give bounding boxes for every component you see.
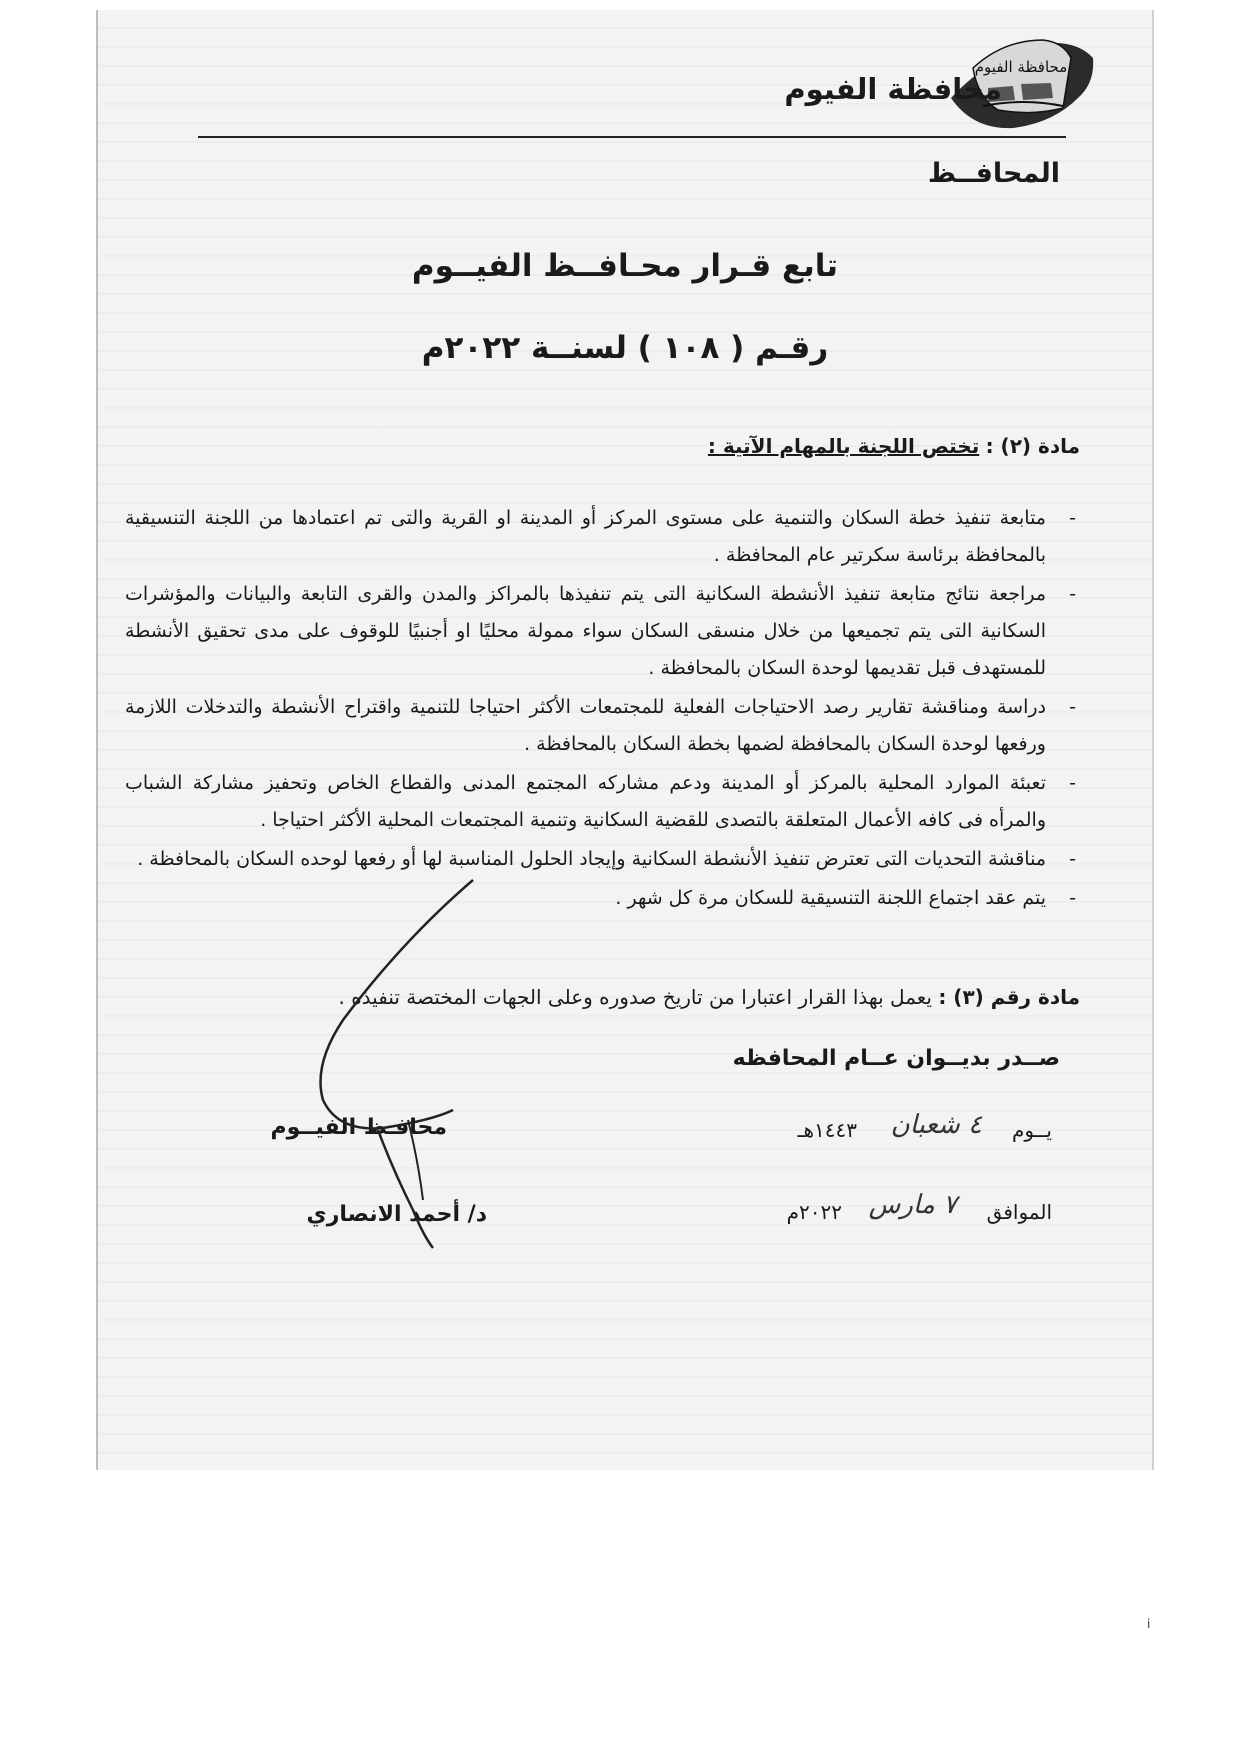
list-item: - تعبئة الموارد المحلية بالمركز أو المدينة ودعم مشاركه المجتمع المدنى والقطاع الخاص وتحفيز مشاركة الشباب والمرأه فى كافه الأعمال المتعلقة بالتصدى للقضية السكانية وتنمية المجتمعات المحلية الأكثر احتياجا . — [125, 765, 1080, 839]
article-3-label: مادة رقم (٣) : — [938, 985, 1080, 1009]
article-2-label: مادة (٢) : — [985, 434, 1080, 458]
office-title: المحافــظ — [927, 158, 1060, 189]
governorate-name: محافظة الفيوم — [784, 72, 1002, 106]
list-item: - مناقشة التحديات التى تعترض تنفيذ الأنشطة السكانية وإيجاد الحلول المناسبة لها أو رفعها لوحده السكان بالمحافظة . — [125, 841, 1080, 878]
hijri-date-label: يــوم — [1012, 1118, 1052, 1142]
decree-number: رقـم ( ١٠٨ ) لسنــة ٢٠٢٢م — [421, 330, 829, 366]
hijri-date-handwritten: ٤ شعبان — [890, 1110, 982, 1140]
article-2-heading — [708, 434, 1080, 458]
gregorian-date-handwritten: ٧ مارس — [868, 1190, 957, 1220]
list-item: - دراسة ومناقشة تقارير رصد الاحتياجات الفعلية للمجتمعات الأكثر احتياجا للتنمية واقتراح الأنشطة والتدخلات اللازمة ورفعها لوحدة السكان بالمحافظة لضمها بخطة السكان بالمحافظة . — [125, 689, 1080, 763]
list-item: - يتم عقد اجتماع اللجنة التنسيقية للسكان مرة كل شهر . — [125, 880, 1080, 917]
header-divider — [198, 136, 1066, 138]
signatory-title: محافـظ الفيــوم — [270, 1115, 447, 1140]
svg-text:محافظة الفيوم: محافظة الفيوم — [974, 58, 1068, 76]
hijri-year: ١٤٤٣هـ — [797, 1118, 857, 1142]
signatory-name: د/ أحمد الانصاري — [306, 1202, 487, 1227]
list-item: - متابعة تنفيذ خطة السكان والتنمية على مستوى المركز أو المدينة او القرية والتى تم اعتمادها من اللجنة التنسيقية بالمحافظة برئاسة سكرتير عام المحافظة . — [125, 500, 1080, 574]
scan-artifact-mark: i — [1147, 1617, 1151, 1631]
scanned-document-page — [96, 10, 1154, 1470]
gregorian-year: ٢٠٢٢م — [786, 1200, 842, 1224]
handwritten-signature — [283, 870, 543, 1250]
decree-title: تابع قـرار محـافــظ الفيــوم — [411, 248, 839, 284]
article-3-text: يعمل بهذا القرار اعتبارا من تاريخ صدوره وعلى الجهات المختصة تنفيذه . — [338, 985, 932, 1009]
issued-at: صــدر بديــوان عــام المحافظه — [732, 1046, 1060, 1071]
article-2-text: تختص اللجنة بالمهام الآتية : — [707, 434, 980, 458]
list-item: - مراجعة نتائج متابعة تنفيذ الأنشطة السكانية التى يتم تنفيذها بالمراكز والمدن والقرى التابعة والبيانات والمؤشرات السكانية التى يتم تجميعها من خلال منسقى السكان سواء ممولة محليًا او أجنبيًا للوقوف على مدى تحقيق الأنشطة للمستهدف قبل تقديمها لوحدة السكان بالمحافظة . — [125, 576, 1080, 687]
gregorian-date-label: الموافق — [986, 1200, 1052, 1224]
article-2-tasks-list — [125, 500, 1080, 919]
